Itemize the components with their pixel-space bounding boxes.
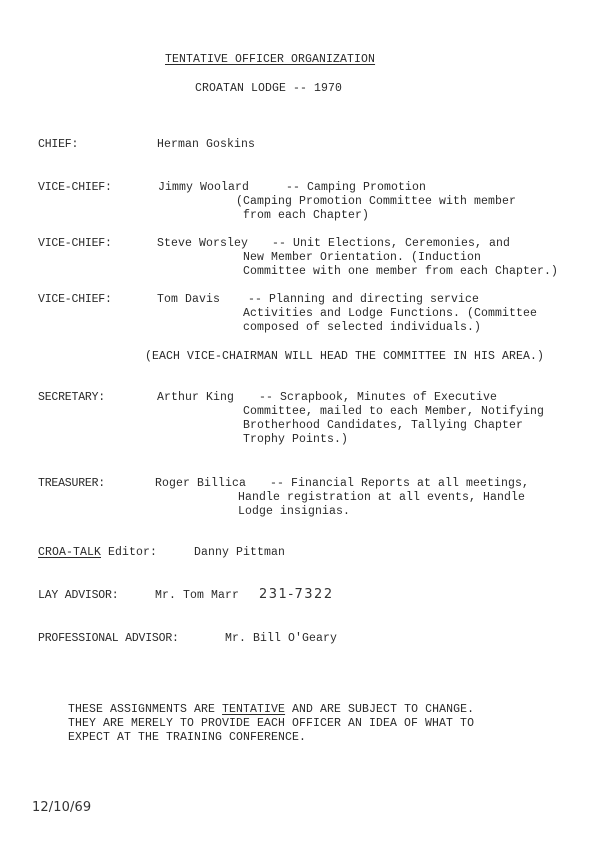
vice-chief-3-duty-line: -- Planning and directing service: [248, 293, 480, 306]
footer-note-line: THEY ARE MERELY TO PROVIDE EACH OFFICER AN IDEA OF WHAT TO: [68, 717, 475, 730]
chief-label: CHIEF:: [38, 138, 79, 151]
treasurer-duty-line: Handle registration at all events, Handle: [238, 491, 526, 504]
vice-chief-2-duty-line: -- Unit Elections, Ceremonies, and: [272, 237, 511, 250]
vice-chief-2-duty-line: New Member Orientation. (Induction: [243, 251, 482, 264]
vice-chief-1-name: Jimmy Woolard: [158, 181, 250, 194]
treasurer-label: TREASURER:: [38, 477, 106, 490]
vice-chief-2-label: VICE-CHIEF:: [38, 237, 112, 250]
footer-note-text: AND ARE SUBJECT TO CHANGE.: [285, 703, 475, 716]
vice-chief-2-duty-line: Committee with one member from each Chapter.): [243, 265, 559, 278]
footer-note-emphasis: TENTATIVE: [222, 703, 286, 716]
treasurer-name: Roger Billica: [155, 477, 247, 490]
treasurer-duty-line: Lodge insignias.: [238, 505, 351, 518]
editor-label-suffix: Editor:: [101, 546, 158, 559]
vice-chief-1-label: VICE-CHIEF:: [38, 181, 112, 194]
footer-note-line: [68, 703, 474, 717]
handwritten-phone-number: 231-7322: [259, 587, 334, 602]
secretary-duty-line: -- Scrapbook, Minutes of Executive: [259, 391, 498, 404]
secretary-duty-line: Brotherhood Candidates, Tallying Chapter: [243, 419, 524, 432]
vice-chief-1-duty-line: -- Camping Promotion: [286, 181, 427, 194]
professional-advisor-name: Mr. Bill O'Geary: [225, 632, 338, 645]
chief-name: Herman Goskins: [157, 138, 256, 151]
vice-chief-3-name: Tom Davis: [157, 293, 221, 306]
editor-label: [38, 546, 157, 560]
vice-chairman-note: (EACH VICE-CHAIRMAN WILL HEAD THE COMMITTEE IN HIS AREA.): [145, 350, 545, 363]
secretary-duty-line: Committee, mailed to each Member, Notifying: [243, 405, 545, 418]
secretary-label: SECRETARY:: [38, 391, 106, 404]
footer-note-line: EXPECT AT THE TRAINING CONFERENCE.: [68, 731, 307, 744]
vice-chief-1-duty-line: from each Chapter): [243, 209, 370, 222]
page-title: TENTATIVE OFFICER ORGANIZATION: [165, 53, 376, 66]
lay-advisor-label: LAY ADVISOR:: [38, 589, 119, 602]
page-subtitle: CROATAN LODGE -- 1970: [195, 82, 343, 95]
secretary-name: Arthur King: [157, 391, 235, 404]
editor-name: Danny Pittman: [194, 546, 286, 559]
vice-chief-3-duty-line: Activities and Lodge Functions. (Committee: [243, 307, 538, 320]
vice-chief-3-label: VICE-CHIEF:: [38, 293, 112, 306]
vice-chief-2-name: Steve Worsley: [157, 237, 249, 250]
treasurer-duty-line: -- Financial Reports at all meetings,: [270, 477, 530, 490]
secretary-duty-line: Trophy Points.): [243, 433, 349, 446]
date-stamp: 12/10/69: [32, 800, 92, 815]
vice-chief-1-duty-line: (Camping Promotion Committee with member: [236, 195, 517, 208]
newsletter-name: CROA-TALK: [38, 546, 102, 559]
professional-advisor-label: PROFESSIONAL ADVISOR:: [38, 632, 179, 645]
vice-chief-3-duty-line: composed of selected individuals.): [243, 321, 482, 334]
footer-note-text: THESE ASSIGNMENTS ARE: [68, 703, 223, 716]
lay-advisor-name: Mr. Tom Marr: [155, 589, 240, 602]
